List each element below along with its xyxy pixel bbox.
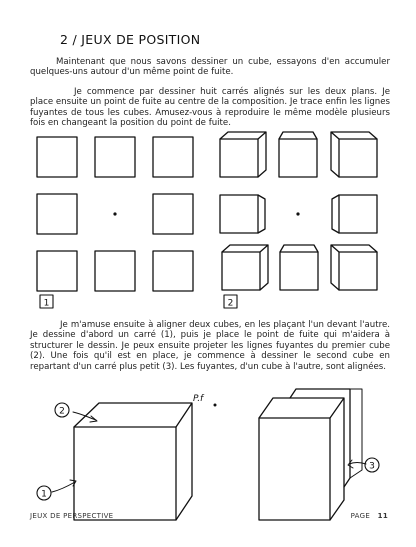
two-cubes-paragraph: Je m'amuse ensuite à aligner deux cubes, en les plaçant l'un devant l'autre. Je dessine d'abord un carré (1), puis je place le point de fuite qui m'aidera à structurer le dessin. Je peux ensuite projeter les lignes fuyantes du premier cube (2). Une fois qu'il est en place, je commence à dessiner le second cube en repartant d'un carré plus petit (3). Les fuyantes, d'un cube à l'autre, sont alignées. — [30, 320, 390, 372]
marker-1-arrow — [52, 482, 75, 492]
footer-page-label: PAGE — [350, 512, 371, 520]
step-2-label: 2 — [227, 298, 234, 309]
left-cube — [74, 403, 192, 520]
instructions-paragraph: Je commence par dessiner huit carrés alignés sur les deux plans. Je place ensuite un point de fuite au centre de la composition. Je trace enfin les lignes fuyantes de tous les cubes. Amusez-vous à reproduire le même modèle plusieurs fois en changeant la position du point de fuite. — [30, 87, 390, 129]
marker-1-label: 1 — [41, 489, 47, 500]
step-1-label: 1 — [43, 298, 50, 309]
pf-label: P.f — [193, 394, 204, 404]
footer-page — [351, 512, 388, 520]
footer-page-number: 11 — [377, 512, 388, 520]
back-cube — [290, 389, 362, 487]
front-cube — [259, 398, 344, 520]
section-title: 2 / JEUX DE POSITION — [60, 32, 201, 47]
vanishing-point-two-cubes — [214, 404, 217, 407]
marker-2-label: 2 — [59, 406, 65, 417]
footer-book-title: JEUX DE PERSPECTIVE — [30, 512, 114, 520]
intro-paragraph: Maintenant que nous savons dessiner un cube, essayons d'en accumuler quelques-uns autour d'un même point de fuite. — [30, 57, 390, 78]
marker-3-arrow — [349, 463, 366, 465]
marker-3-label: 3 — [369, 461, 375, 472]
marker-2-arrow — [73, 412, 96, 420]
